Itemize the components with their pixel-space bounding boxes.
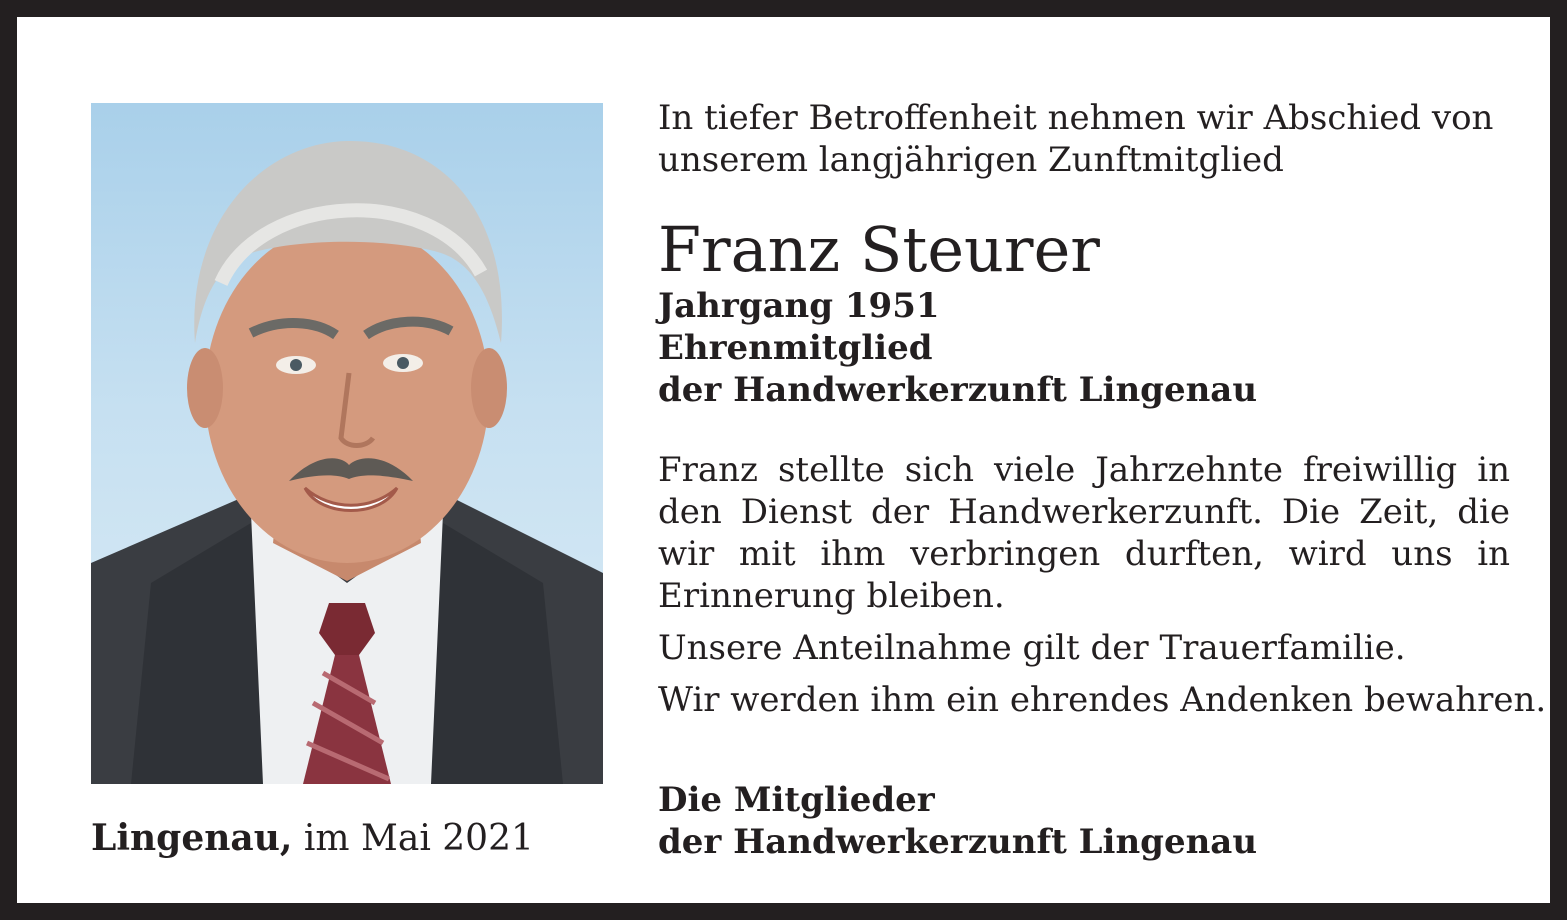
signature-block: [658, 779, 1257, 863]
condolence-line: Unsere Anteilnahme gilt der Trauerfamilie.: [658, 628, 1406, 668]
signature-line: Die Mitglieder: [658, 780, 935, 820]
place-date-line: [91, 817, 534, 859]
deceased-name: Franz Steurer: [658, 213, 1100, 286]
portrait-illustration: [91, 103, 603, 784]
honorary-title: Ehrenmitglied: [658, 328, 933, 368]
birth-year: Jahrgang 1951: [658, 286, 940, 326]
signature-line: der Handwerkerzunft Lingenau: [658, 822, 1258, 862]
intro-line: In tiefer Betroffenheit nehmen wir Abschied von: [658, 98, 1494, 138]
obituary-text-column: [658, 97, 1547, 721]
remembrance-line: Wir werden ihm ein ehrendes Andenken bewahren.: [658, 680, 1547, 720]
place-name: Lingenau,: [91, 817, 293, 859]
intro-line: unserem langjährigen Zunftmitglied: [658, 140, 1284, 180]
portrait-photo: [91, 103, 603, 784]
date-text: im Mai 2021: [303, 818, 534, 859]
deceased-details: [658, 285, 1518, 411]
organization-name: der Handwerkerzunft Lingenau: [658, 370, 1258, 410]
tribute-paragraph: Franz stellte sich viele Jahrzehnte freiwillig in den Dienst der Handwerkerzunft. Die Zeit, die wir mit ihm verbringen durften, wird uns in Erinnerung bleiben.: [658, 450, 1510, 616]
intro-text: [658, 97, 1518, 181]
